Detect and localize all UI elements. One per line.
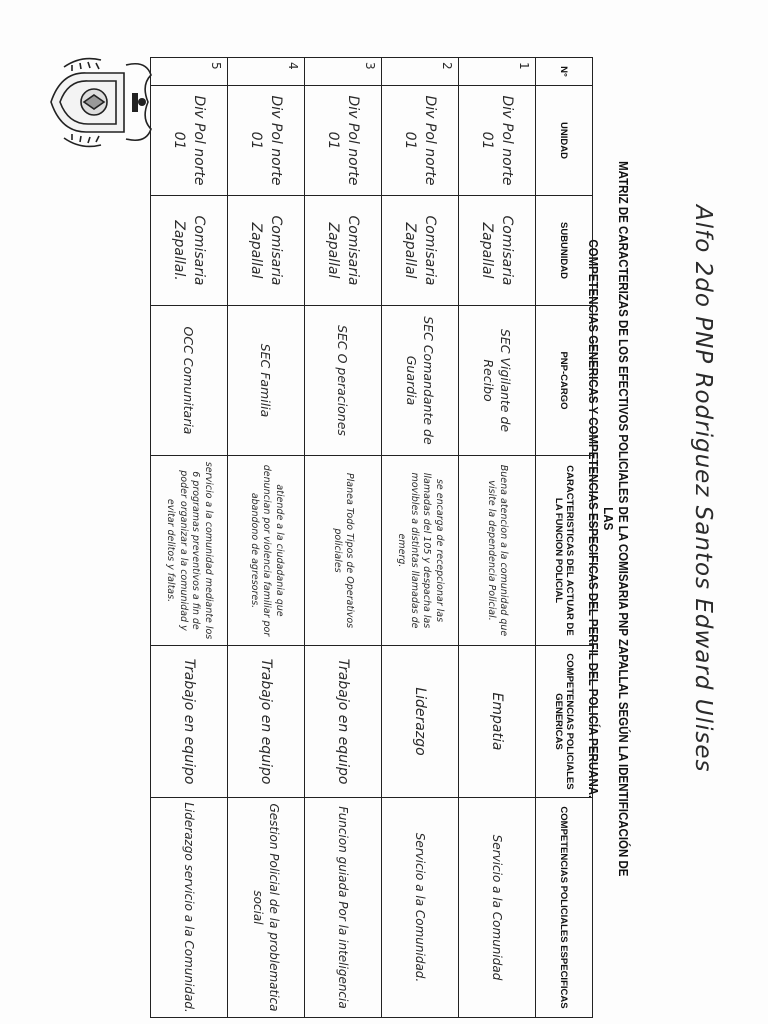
cell-especificas: Gestion Policial de la problematica social: [228, 798, 305, 1018]
header-num: N°: [536, 58, 593, 86]
header-subunidad: SUBUNIDAD: [536, 196, 593, 306]
cell-subunidad: Comisaria Zapallal: [382, 196, 459, 306]
cell-num: 2: [382, 58, 459, 86]
cell-subunidad: Comisaria Zapallal: [305, 196, 382, 306]
cell-caracteristicas: se encarga de recepcionar las llamadas del 105 y despacha las movibles a distintas llamadas de emerg.: [382, 456, 459, 646]
cell-especificas: Funcion guiada Por la inteligencia: [305, 798, 382, 1018]
cell-genericas: Liderazgo: [382, 646, 459, 798]
cell-especificas: Servicio a la Comunidad: [459, 798, 536, 1018]
cell-unidad: Div Pol norte 01: [305, 86, 382, 196]
header-unidad: UNIDAD: [536, 86, 593, 196]
cell-cargo: SEC Comandante de Guardia: [382, 306, 459, 456]
header-genericas: COMPETENCIAS POLICIALES GENERICAS: [536, 646, 593, 798]
cell-cargo: SEC Familia: [228, 306, 305, 456]
cell-caracteristicas: Buena atencion a la comunidad que visite la dependencia Policial.: [459, 456, 536, 646]
cell-unidad: Div Pol norte 01: [382, 86, 459, 196]
cell-num: 4: [228, 58, 305, 86]
cell-subunidad: Comisaria Zapallal: [228, 196, 305, 306]
police-crest-logo: [46, 55, 156, 150]
competencies-matrix-table: [150, 57, 593, 1018]
cell-caracteristicas: servicio a la comunidad mediante los 6 programas preventivos a fin de poder organizar a la comunidad y evitar delitos y faltas.: [151, 456, 228, 646]
cell-cargo: OCC Comunitaria: [151, 306, 228, 456]
cell-especificas: Liderazgo servicio a la Comunidad.: [151, 798, 228, 1018]
cell-caracteristicas: atiende a la ciudadania que denuncian por violencia familiar por abandono de agresores.: [228, 456, 305, 646]
cell-num: 5: [151, 58, 228, 86]
table-row: [228, 58, 305, 1018]
cell-genericas: Trabajo en equipo: [305, 646, 382, 798]
title-line-2: COMPETENCIAS GENERICAS Y COMPETENCIAS ESPECIFICAS DEL PERFIL DEL POLICÍA PERUANA.: [586, 239, 600, 799]
cell-caracteristicas: Planea Todo Tipos de Operativos policiales: [305, 456, 382, 646]
handwritten-author-note: Alfo 2do PNP Rodriguez Santos Edward Ulises: [690, 205, 716, 773]
title-line-1: MATRIZ DE CARACTERIZAS DE LOS EFECTIVOS POLICIALES DE LA COMISARIA PNP ZAPALLAL SEGÚN LA IDENTIFICACIÓN DE LAS: [601, 161, 630, 877]
cell-especificas: Servicio a la Comunidad.: [382, 798, 459, 1018]
cell-genericas: Empatia: [459, 646, 536, 798]
table-row: [151, 58, 228, 1018]
table-row: [459, 58, 536, 1018]
cell-cargo: SEC O peraciones: [305, 306, 382, 456]
cell-unidad: Div Pol norte 01: [228, 86, 305, 196]
cell-unidad: Div Pol norte 01: [459, 86, 536, 196]
header-caracteristicas: CARACTERISTICAS DEL ACTUAR DE LA FUNCION POLICIAL: [536, 456, 593, 646]
cell-subunidad: Comisaria Zapallal: [459, 196, 536, 306]
table-row: [382, 58, 459, 1018]
cell-num: 3: [305, 58, 382, 86]
cell-subunidad: Comisaria Zapallal.: [151, 196, 228, 306]
cell-genericas: Trabajo en equipo: [151, 646, 228, 798]
cell-cargo: SEC Vigilante de Recibo: [459, 306, 536, 456]
cell-genericas: Trabajo en equipo: [228, 646, 305, 798]
table-header-row: [536, 58, 593, 1018]
header-cargo: PNP-CARGO: [536, 306, 593, 456]
cell-unidad: Div Pol norte 01: [151, 86, 228, 196]
cell-num: 1: [459, 58, 536, 86]
header-especificas: COMPETENCIAS POLICIALES ESPECIFICAS: [536, 798, 593, 1018]
table-row: [305, 58, 382, 1018]
